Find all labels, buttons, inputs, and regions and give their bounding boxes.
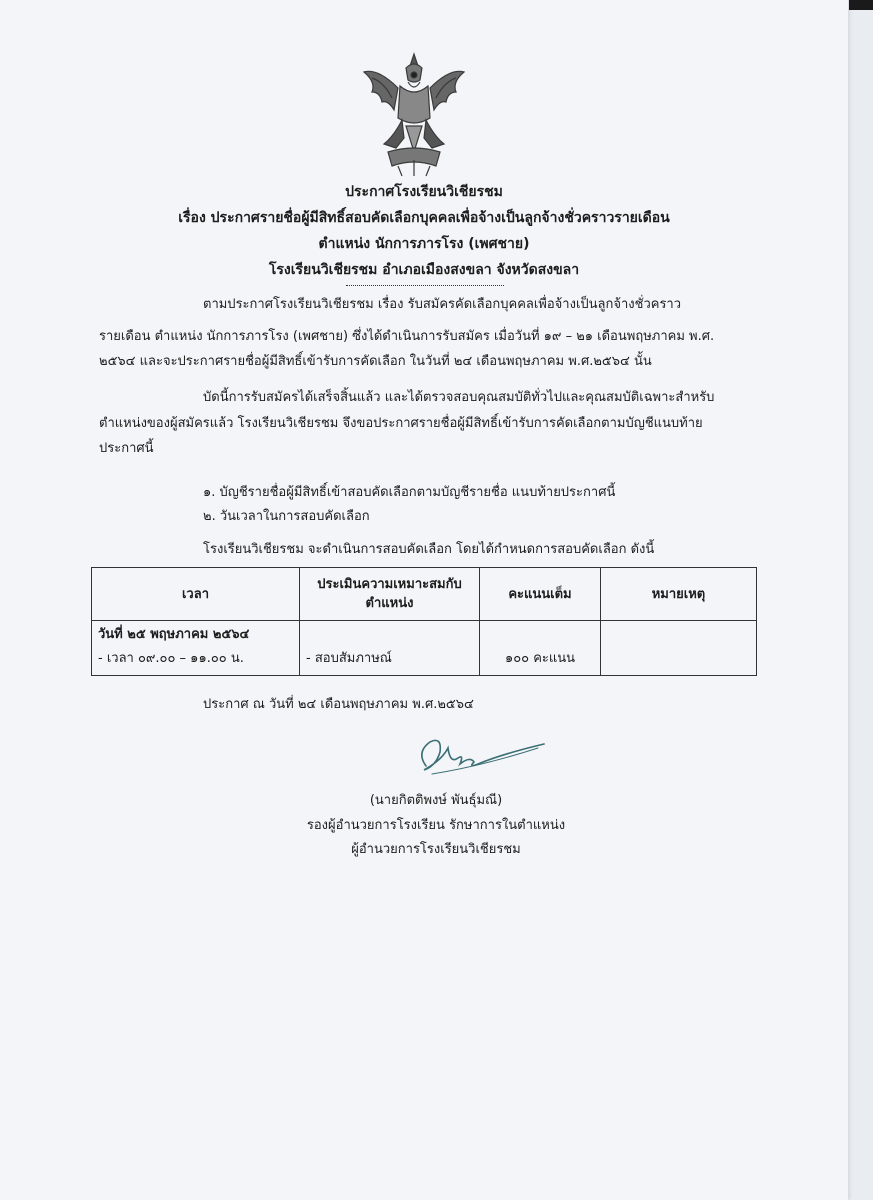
announcement-date: ประกาศ ณ วันที่ ๒๔ เดือนพฤษภาคม พ.ศ.๒๕๖๔ bbox=[203, 697, 474, 712]
exam-schedule-table bbox=[91, 567, 757, 676]
header-assessment bbox=[300, 568, 480, 621]
paragraph-2-line-2: ตำแหน่งของผู้สมัครแล้ว โรงเรียนวิเชียรชม จึงขอประกาศรายชื่อผู้มีสิทธิ์เข้ารับการคัดเลือกตามบัญชีแนบท้าย bbox=[99, 416, 703, 431]
paragraph-2-line-1: บัดนี้การรับสมัครได้เสร็จสิ้นแล้ว และได้ตรวจสอบคุณสมบัติทั่วไปและคุณสมบัติเฉพาะสำหรับ bbox=[203, 390, 715, 405]
cell-time bbox=[92, 621, 300, 676]
header-remarks: หมายเหตุ bbox=[601, 568, 757, 621]
signature-image bbox=[412, 730, 552, 780]
exam-time: - เวลา ๐๙.๐๐ – ๑๑.๐๐ น. bbox=[98, 651, 244, 666]
header-assessment-line-1: ประเมินความเหมาะสมกับ bbox=[317, 577, 462, 592]
announcement-title: ประกาศโรงเรียนวิเชียรชม bbox=[345, 184, 503, 200]
paragraph-1-line-2: รายเดือน ตำแหน่ง นักการภารโรง (เพศชาย) ซึ่งได้ดำเนินการรับสมัคร เมื่อวันที่ ๑๙ – ๒๑ เดือนพฤษภาคม พ.ศ. bbox=[99, 329, 715, 344]
list-item-1: ๑. บัญชีรายชื่อผู้มีสิทธิ์เข้าสอบคัดเลือกตามบัญชีรายชื่อ แนบท้ายประกาศนี้ bbox=[203, 485, 616, 500]
paragraph-1-line-3: ๒๕๖๔ และจะประกาศรายชื่อผู้มีสิทธิ์เข้ารับการคัดเลือก ในวันที่ ๒๔ เดือนพฤษภาคม พ.ศ.๒๕๖๔ นั้น bbox=[99, 354, 652, 369]
announcement-position: ตำแหน่ง นักการภารโรง (เพศชาย) bbox=[318, 236, 530, 252]
scan-corner-mark bbox=[849, 0, 873, 10]
full-score-value: ๑๐๐ คะแนน bbox=[504, 651, 576, 666]
header-full-score: คะแนนเต็ม bbox=[480, 568, 601, 621]
paragraph-3: โรงเรียนวิเชียรชม จะดำเนินการสอบคัดเลือก โดยได้กำหนดการสอบคัดเลือก ดังนี้ bbox=[203, 542, 655, 557]
paragraph-2-line-3: ประกาศนี้ bbox=[99, 441, 154, 456]
announcement-school: โรงเรียนวิเชียรชม อำเภอเมืองสงขลา จังหวัดสงขลา bbox=[268, 262, 580, 278]
exam-date: วันที่ ๒๕ พฤษภาคม ๒๕๖๔ bbox=[98, 627, 250, 642]
assessment-method: - สอบสัมภาษณ์ bbox=[306, 651, 392, 666]
signer-title-1: รองผู้อำนวยการโรงเรียน รักษาการในตำแหน่ง bbox=[306, 818, 566, 833]
signer-name: (นายกิตติพงษ์ พันธุ์มณี) bbox=[369, 793, 503, 808]
header-divider bbox=[346, 285, 504, 286]
cell-full-score bbox=[480, 621, 601, 676]
paragraph-1-line-1: ตามประกาศโรงเรียนวิเชียรชม เรื่อง รับสมัครคัดเลือกบุคคลเพื่อจ้างเป็นลูกจ้างชั่วคราว bbox=[203, 297, 682, 312]
garuda-emblem bbox=[358, 48, 470, 178]
table-row bbox=[92, 621, 757, 676]
signer-title-2: ผู้อำนวยการโรงเรียนวิเชียรชม bbox=[351, 842, 521, 857]
cell-assessment bbox=[300, 621, 480, 676]
announcement-subject: เรื่อง ประกาศรายชื่อผู้มีสิทธิ์สอบคัดเลือกบุคคลเพื่อจ้างเป็นลูกจ้างชั่วคราวรายเดือน bbox=[178, 210, 670, 226]
cell-remarks bbox=[601, 621, 757, 676]
header-assessment-line-2: ตำแหน่ง bbox=[365, 596, 414, 611]
table-header-row bbox=[92, 568, 757, 621]
header-time: เวลา bbox=[92, 568, 300, 621]
list-item-2: ๒. วันเวลาในการสอบคัดเลือก bbox=[203, 509, 370, 524]
